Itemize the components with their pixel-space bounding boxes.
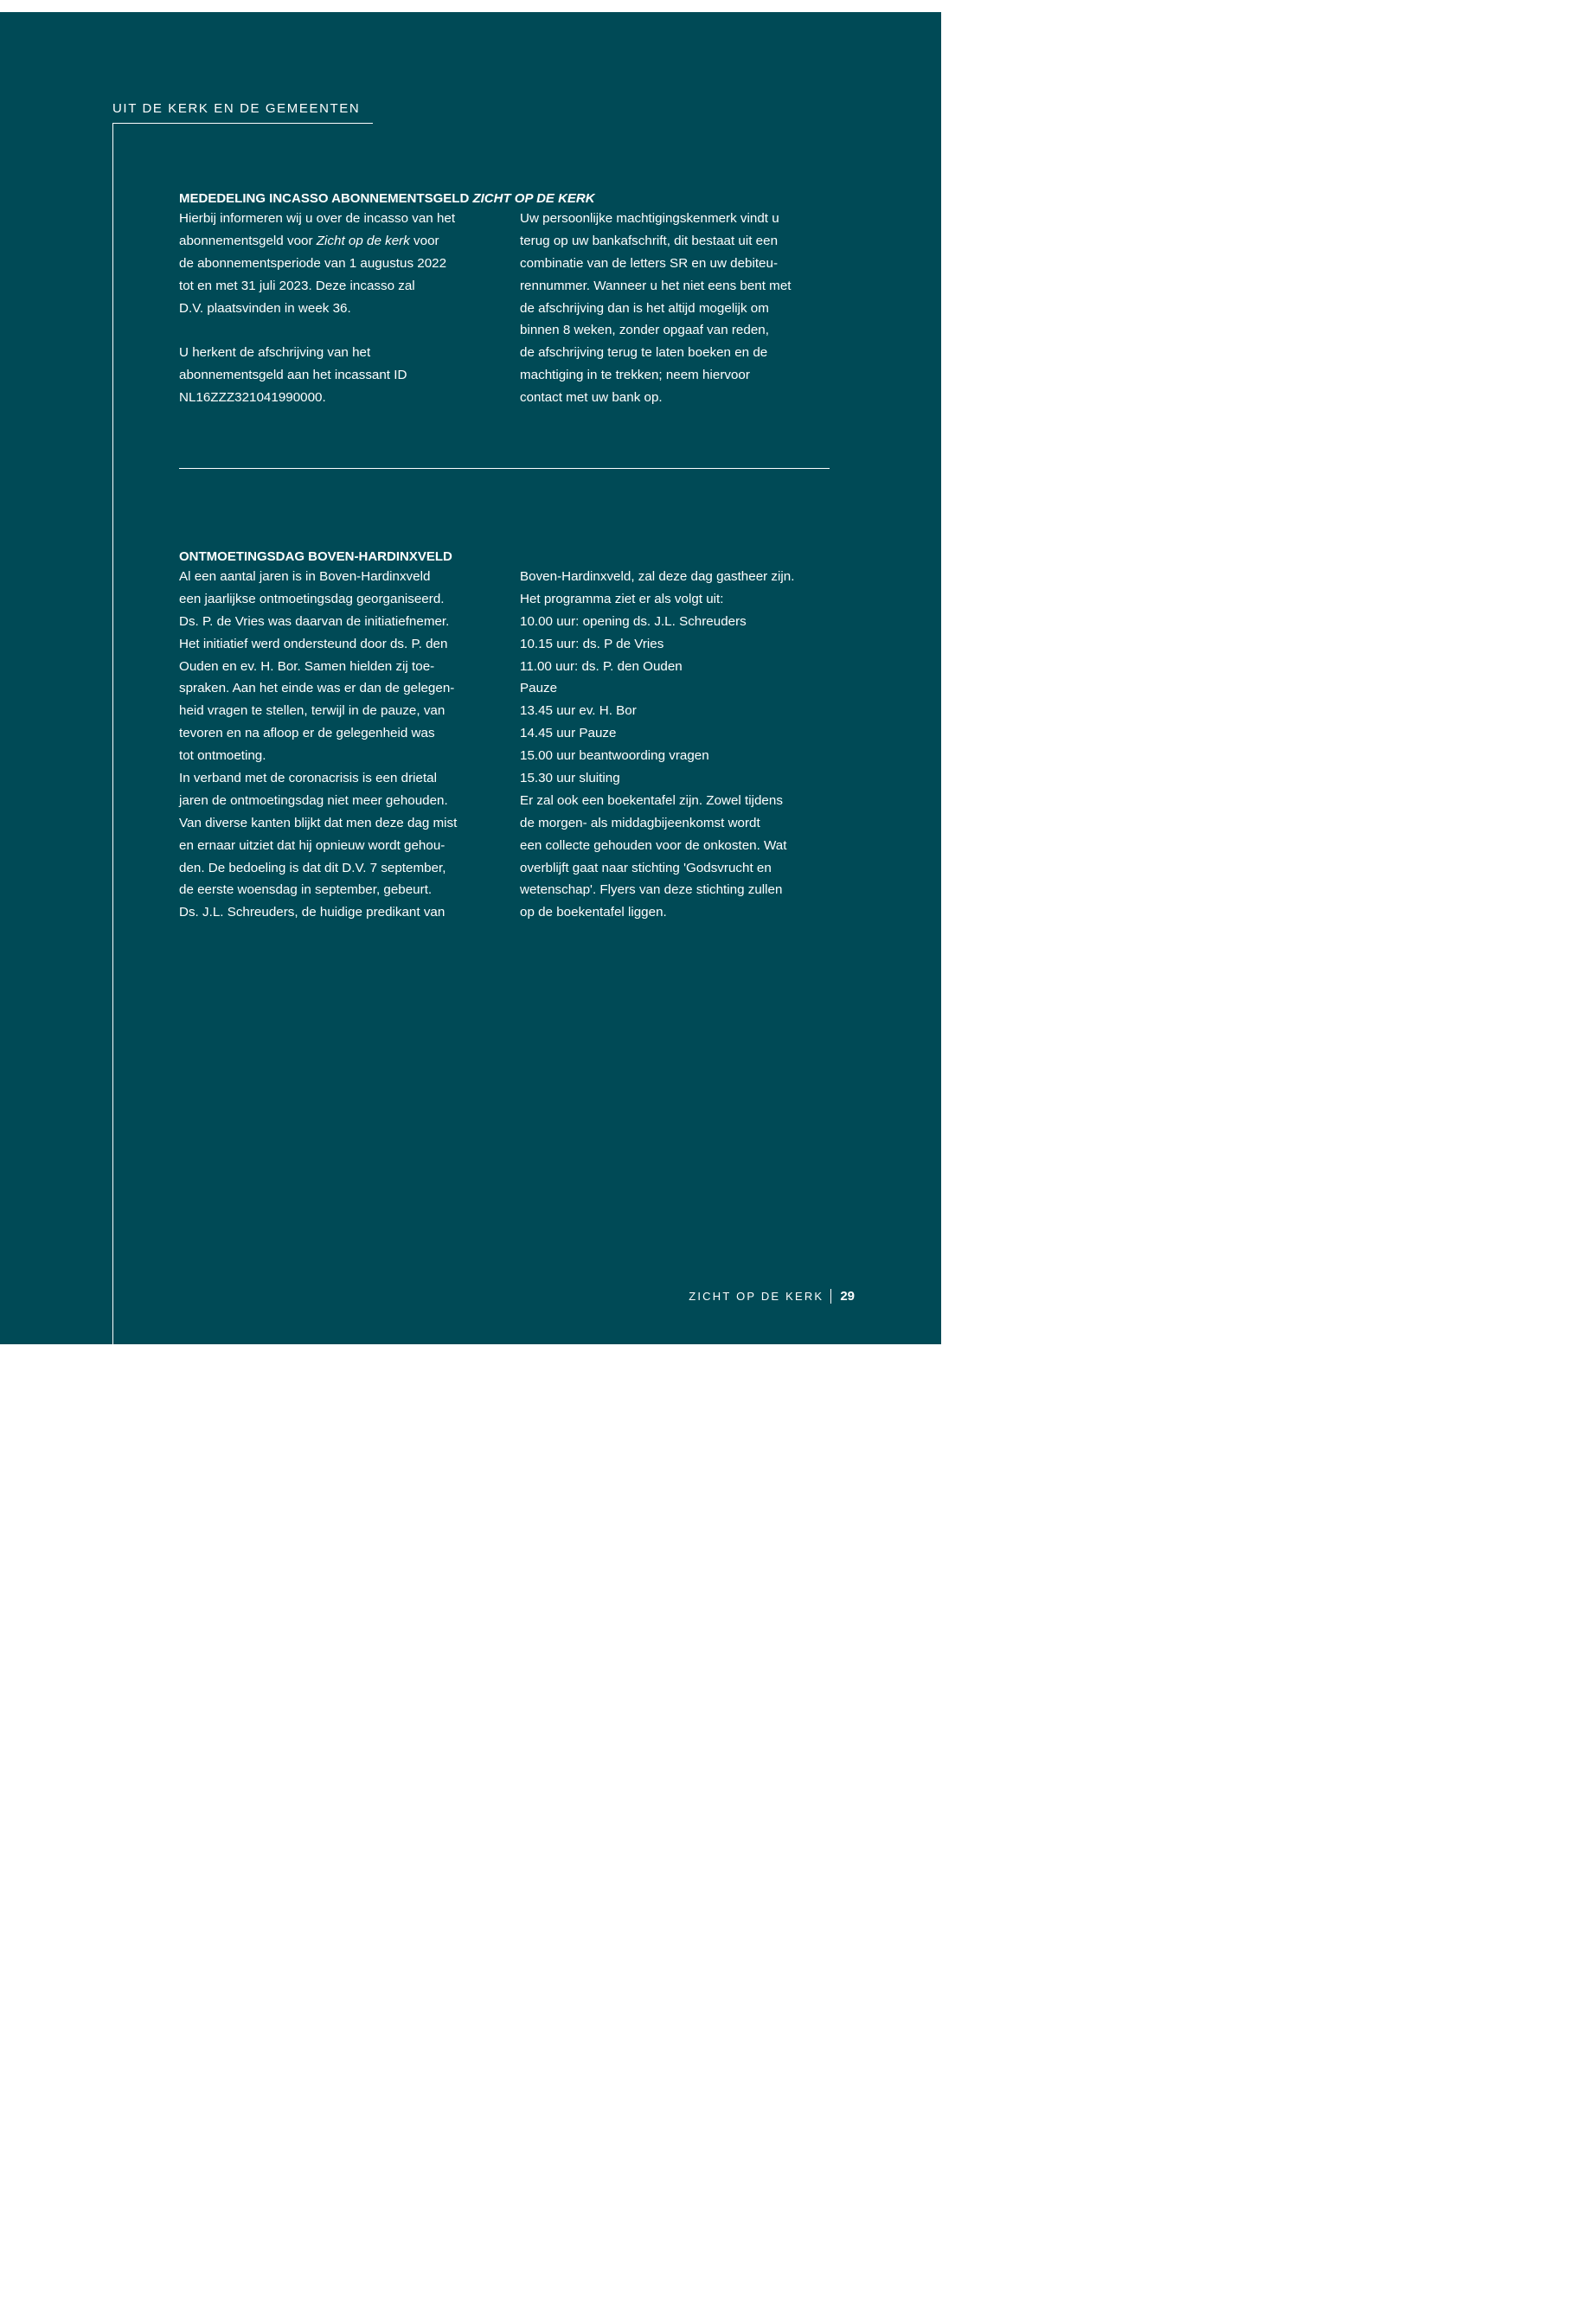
frame-vertical-line <box>112 123 113 1344</box>
program-item: 10.00 uur: opening ds. J.L. Schreuders <box>520 613 747 629</box>
text-line: tot ontmoeting. <box>179 748 266 764</box>
text-line: Ouden en ev. H. Bor. Samen hielden zij toe- <box>179 658 435 674</box>
section-label-underline <box>112 123 373 124</box>
text-line: rennummer. Wanneer u het niet eens bent met <box>520 278 792 293</box>
text-line: D.V. plaatsvinden in week 36. <box>179 300 351 316</box>
text-line: een collecte gehouden voor de onkosten. Wat <box>520 837 787 853</box>
text-line: op de boekentafel liggen. <box>520 905 667 920</box>
text-fragment: voor <box>409 233 439 248</box>
program-item: 10.15 uur: ds. P de Vries <box>520 636 664 651</box>
text-line: tevoren en na afloop er de gelegenheid was <box>179 726 435 741</box>
text-line: Al een aantal jaren is in Boven-Hardinxveld <box>179 569 431 584</box>
publication-name-italic: Zicht op de kerk <box>316 233 410 248</box>
text-line: binnen 8 weken, zonder opgaaf van reden, <box>520 323 769 338</box>
program-item: 13.45 uur ev. H. Bor <box>520 703 637 719</box>
article-ontmoetingsdag-left-column <box>179 566 499 924</box>
section-label: UIT DE KERK EN DE GEMEENTEN <box>112 101 361 116</box>
article-incasso-title-italic: ZICHT OP DE KERK <box>472 191 595 206</box>
page-footer <box>689 1289 855 1304</box>
article-incasso <box>179 190 830 571</box>
text-line: jaren de ontmoetingsdag niet meer gehouden. <box>179 792 448 808</box>
text-line: wetenschap'. Flyers van deze stichting zullen <box>520 882 783 898</box>
program-item: 11.00 uur: ds. P. den Ouden <box>520 658 683 674</box>
text-line: Ds. P. de Vries was daarvan de initiatiefnemer. <box>179 613 450 629</box>
text-line: machtiging in te trekken; neem hiervoor <box>520 368 750 383</box>
text-line: Het programma ziet er als volgt uit: <box>520 591 724 606</box>
text-line: terug op uw bankafschrift, dit bestaat uit een <box>520 233 779 248</box>
text-line: den. De bedoeling is dat dit D.V. 7 september, <box>179 860 446 875</box>
program-item: 15.00 uur beantwoording vragen <box>520 748 709 764</box>
article-incasso-right-column <box>520 208 836 409</box>
text-line: overblijft gaat naar stichting 'Godsvrucht en <box>520 860 772 875</box>
text-line: Boven-Hardinxveld, zal deze dag gastheer zijn. <box>520 569 795 584</box>
text-line: Het initiatief werd ondersteund door ds. P. den <box>179 636 448 651</box>
text-line <box>179 230 499 253</box>
program-item: Pauze <box>520 681 558 696</box>
text-line: Er zal ook een boekentafel zijn. Zowel tijdens <box>520 792 783 808</box>
text-line: Hierbij informeren wij u over de incasso van het <box>179 211 456 226</box>
program-item: 14.45 uur Pauze <box>520 726 617 741</box>
magazine-page <box>0 12 941 1344</box>
article-ontmoetingsdag <box>179 548 830 929</box>
article-ontmoetingsdag-title: ONTMOETINGSDAG BOVEN-HARDINXVELD <box>179 549 452 564</box>
page-number: 29 <box>840 1289 855 1304</box>
program-item: 15.30 uur sluiting <box>520 771 620 786</box>
text-line: Van diverse kanten blijkt dat men deze dag mist <box>179 815 458 830</box>
text-fragment: abonnementsgeld voor <box>179 233 317 248</box>
text-line: de afschrijving dan is het altijd mogelijk om <box>520 300 769 316</box>
article-incasso-left-column <box>179 208 499 409</box>
article-incasso-columns <box>179 208 830 571</box>
text-line: U herkent de afschrijving van het <box>179 345 371 361</box>
paragraph-gap <box>179 319 499 342</box>
text-line: Uw persoonlijke machtigingskenmerk vindt u <box>520 211 779 226</box>
text-line: contact met uw bank op. <box>520 390 663 406</box>
text-line: In verband met de coronacrisis is een drietal <box>179 771 437 786</box>
section-divider <box>179 468 830 469</box>
text-line: de morgen- als middagbijeenkomst wordt <box>520 815 760 830</box>
article-incasso-title-plain: MEDEDELING INCASSO ABONNEMENTSGELD <box>179 191 473 206</box>
text-line: heid vragen te stellen, terwijl in de pauze, van <box>179 703 445 719</box>
text-line: abonnementsgeld aan het incassant ID <box>179 368 407 383</box>
text-line: en ernaar uitziet dat hij opnieuw wordt gehou- <box>179 837 445 853</box>
text-line: een jaarlijkse ontmoetingsdag georganiseerd. <box>179 591 445 606</box>
text-line: de afschrijving terug te laten boeken en de <box>520 345 768 361</box>
text-line: NL16ZZZ321041990000. <box>179 390 326 406</box>
text-line: Ds. J.L. Schreuders, de huidige predikant van <box>179 905 445 920</box>
article-ontmoetingsdag-columns <box>179 566 830 929</box>
article-ontmoetingsdag-right-column <box>520 566 836 924</box>
text-line: de abonnementsperiode van 1 augustus 2022 <box>179 255 447 271</box>
text-line: tot en met 31 juli 2023. Deze incasso zal <box>179 278 415 293</box>
text-line: spraken. Aan het einde was er dan de gelegen- <box>179 681 455 696</box>
footer-separator <box>830 1289 831 1304</box>
text-line: combinatie van de letters SR en uw debiteu- <box>520 255 779 271</box>
text-line: de eerste woensdag in september, gebeurt. <box>179 882 433 898</box>
article-incasso-title <box>179 190 830 208</box>
footer-publication-name: ZICHT OP DE KERK <box>689 1290 824 1303</box>
